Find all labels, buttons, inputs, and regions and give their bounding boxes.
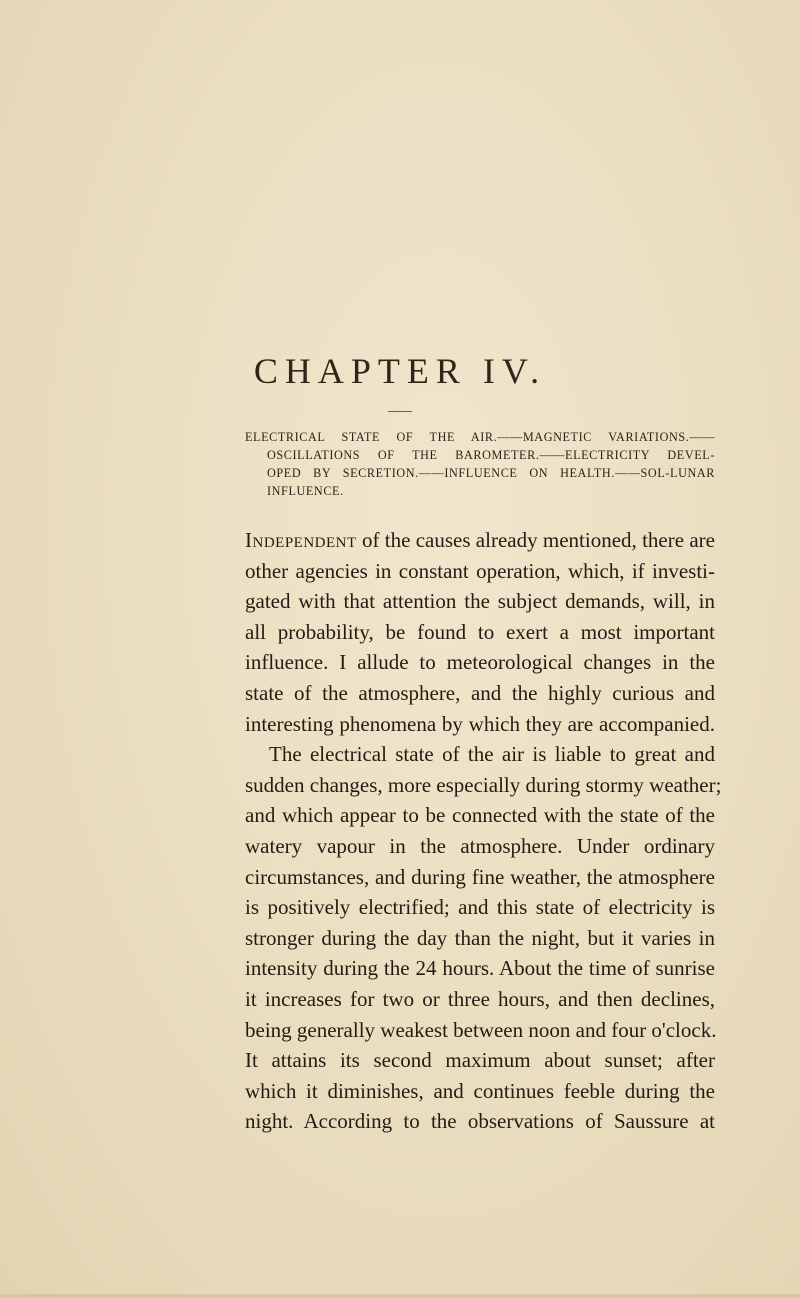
- body-line: being generally weakest between noon and four o'clock.: [245, 1017, 717, 1042]
- page-edge: [0, 1294, 800, 1298]
- chapter-title: CHAPTER IV.: [253, 351, 547, 391]
- title-rule: [388, 411, 412, 412]
- synopsis-line: INFLUENCE.: [267, 484, 344, 498]
- body-line: gated with that attention the subject demands, will, in: [245, 589, 715, 614]
- body-line: The electrical state of the air is liable to great and: [269, 742, 715, 767]
- opening-line-rest: of the causes already mentioned, there are: [356, 528, 715, 552]
- body-line: is positively electrified; and this state of electricity is: [245, 895, 715, 920]
- synopsis-line: OSCILLATIONS OF THE BAROMETER.——ELECTRICITY DEVEL-: [267, 448, 715, 462]
- body-line: sudden changes, more especially during stormy weather;: [245, 772, 722, 797]
- body-line: state of the atmosphere, and the highly curious and: [245, 680, 715, 705]
- body-line: all probability, be found to exert a most important: [245, 619, 715, 644]
- body-line: influence. I allude to meteorological changes in the: [245, 650, 715, 675]
- body-text: [245, 525, 722, 1137]
- synopsis-line: ELECTRICAL STATE OF THE AIR.——MAGNETIC VARIATIONS.——: [245, 430, 715, 444]
- body-line: night. According to the observations of Saussure at: [245, 1109, 715, 1134]
- synopsis-line: OPED BY SECRETION.——INFLUENCE ON HEALTH.——SOL-LUNAR: [267, 466, 715, 480]
- body-line: It attains its second maximum about sunset; after: [245, 1048, 715, 1073]
- body-line: which it diminishes, and continues feeble during the: [245, 1078, 715, 1103]
- body-line: it increases for two or three hours, and then declines,: [245, 986, 715, 1011]
- body-line: and which appear to be connected with the state of the: [245, 803, 715, 828]
- body-line: stronger during the day than the night, but it varies in: [245, 925, 715, 950]
- body-line: [245, 525, 715, 556]
- opening-word: Independent: [245, 528, 357, 552]
- body-line: other agencies in constant operation, which, if investi-: [245, 558, 715, 583]
- body-line: watery vapour in the atmosphere. Under ordinary: [245, 833, 715, 858]
- body-line: intensity during the 24 hours. About the time of sunrise: [245, 956, 715, 981]
- body-line: interesting phenomena by which they are accompanied.: [245, 711, 715, 736]
- body-line: circumstances, and during fine weather, the atmosphere: [245, 864, 715, 889]
- chapter-synopsis: [245, 428, 715, 500]
